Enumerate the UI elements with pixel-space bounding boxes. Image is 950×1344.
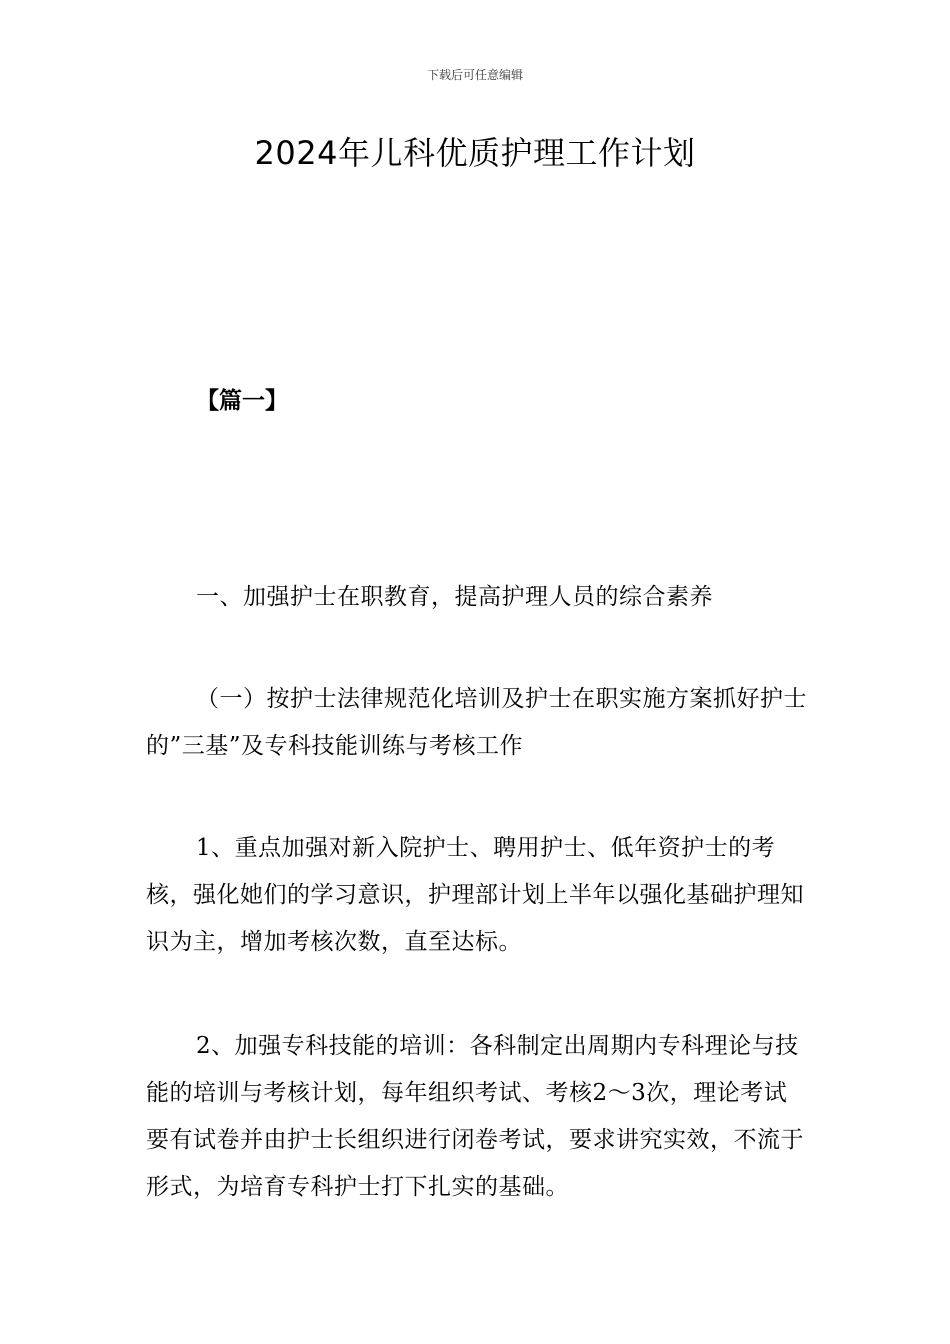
paragraph-2 bbox=[146, 1023, 810, 1211]
header-note: 下载后可任意编辑 bbox=[426, 68, 523, 82]
sub-heading-text: （一）按护士法律规范化培训及护士在职实施方案抓好护士的”三基”及专科技能训练与考核工作 bbox=[146, 686, 807, 759]
paragraph-2-text: 2、加强专科技能的培训：各科制定出周期内专科理论与技能的培训与考核计划，每年组织考试、考核2～3次，理论考试要有试卷并由护士长组织进行闭卷考试，要求讲究实效，不流于形式，为培育专科护士打下扎实的基础。 bbox=[146, 1033, 804, 1200]
document-title: 2024年儿科优质护理工作计划 bbox=[254, 134, 696, 172]
section-label: 【篇一】 bbox=[196, 388, 288, 414]
sub-heading bbox=[146, 676, 810, 770]
paragraph-1 bbox=[146, 825, 810, 966]
paragraph-1-text: 1、重点加强对新入院护士、聘用护士、低年资护士的考核，强化她们的学习意识，护理部计划上半年以强化基础护理知识为主，增加考核次数，直至达标。 bbox=[146, 835, 804, 955]
heading-text: 一、加强护士在职教育，提高护理人员的综合素养 bbox=[196, 584, 713, 610]
section-heading bbox=[146, 574, 810, 621]
